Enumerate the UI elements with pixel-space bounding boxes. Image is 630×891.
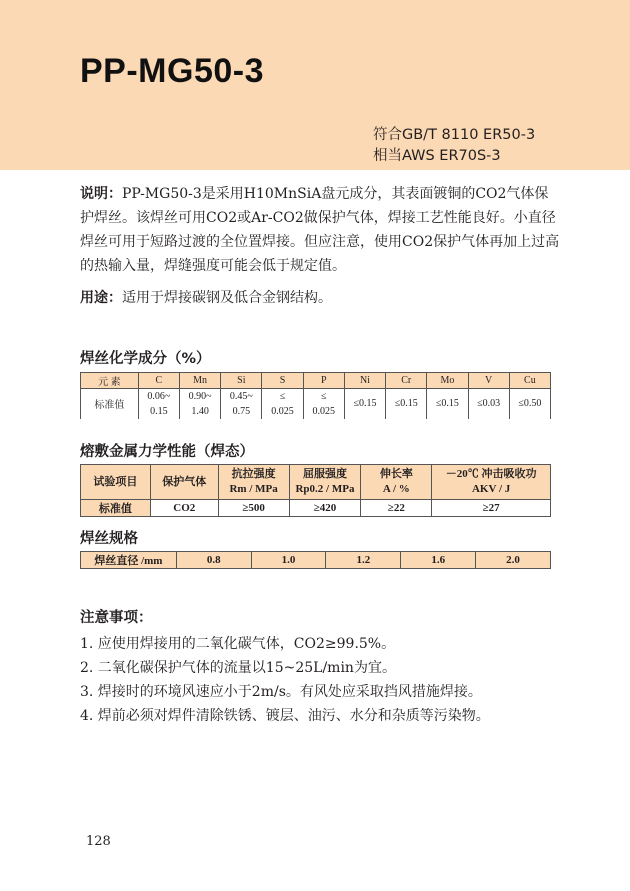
- mech-elongation-value: ≥22: [361, 500, 432, 517]
- standard-value-label: 标准值: [81, 389, 139, 419]
- value-p-max: 0.025: [303, 404, 344, 419]
- diameter-0-8: 0.8: [176, 552, 251, 569]
- element-cr: Cr: [386, 373, 427, 389]
- value-p-sign: ≤: [303, 389, 344, 404]
- shield-gas-header: 保护气体: [150, 465, 218, 500]
- diameter-1-0: 1.0: [251, 552, 326, 569]
- element-c: C: [138, 373, 179, 389]
- chemistry-header-row: [81, 373, 551, 389]
- impact-unit: AKV / J: [471, 483, 511, 495]
- test-item-header: 试验项目: [81, 465, 151, 500]
- usage-label: 用途：: [80, 290, 122, 306]
- spec-table: [80, 551, 551, 569]
- value-s-sign: ≤: [262, 389, 303, 404]
- value-s-max: 0.025: [262, 404, 303, 419]
- diameter-label: 焊丝直径 /mm: [81, 552, 177, 569]
- standard-aws: 相当AWS ER70S-3: [373, 148, 501, 164]
- chemistry-value-row: [81, 389, 551, 404]
- usage: [80, 286, 560, 310]
- elongation-header: [361, 465, 432, 500]
- element-mn: Mn: [180, 373, 221, 389]
- note-item: 4. 焊前必须对焊件清除铁锈、镀层、油污、水分和杂质等污染物。: [80, 708, 490, 724]
- impact-header: [432, 465, 551, 500]
- chemistry-heading: 焊丝化学成分（%）: [80, 351, 211, 367]
- yield-unit: Rp0.2 / MPa: [295, 483, 355, 495]
- diameter-1-2: 1.2: [326, 552, 401, 569]
- diameter-1-6: 1.6: [401, 552, 476, 569]
- value-mn-min: 0.90~: [180, 389, 221, 404]
- product-title: PP-MG50-3: [80, 52, 264, 90]
- value-cu: ≤0.50: [509, 389, 550, 419]
- value-v: ≤0.03: [468, 389, 509, 419]
- mech-impact-value: ≥27: [432, 500, 551, 517]
- element-cu: Cu: [509, 373, 550, 389]
- yield-header: [289, 465, 361, 500]
- mechanical-header-row: [81, 465, 551, 500]
- value-cr: ≤0.15: [386, 389, 427, 419]
- value-si-max: 0.75: [221, 404, 262, 419]
- mech-yield-value: ≥420: [289, 500, 361, 517]
- notes-list: [80, 632, 490, 728]
- elongation-label: 伸长率: [379, 468, 413, 480]
- mechanical-heading: 熔敷金属力学性能（焊态）: [80, 444, 254, 460]
- standard-gb: 符合GB/T 8110 ER50-3: [373, 127, 536, 143]
- element-mo: Mo: [427, 373, 468, 389]
- value-c-max: 0.15: [138, 404, 179, 419]
- spec-row: [81, 552, 551, 569]
- value-c-min: 0.06~: [138, 389, 179, 404]
- tensile-label: 抗拉强度: [231, 468, 276, 480]
- tensile-header: [218, 465, 289, 500]
- value-ni: ≤0.15: [344, 389, 385, 419]
- spec-heading: 焊丝规格: [80, 531, 138, 547]
- value-mn-max: 1.40: [180, 404, 221, 419]
- diameter-2-0: 2.0: [476, 552, 551, 569]
- usage-text: 适用于焊接碳钢及低合金钢结构。: [122, 290, 332, 306]
- tensile-unit: Rm / MPa: [229, 483, 278, 495]
- note-item: 2. 二氧化碳保护气体的流量以15~25L/min为宜。: [80, 660, 396, 676]
- note-item: 1. 应使用焊接用的二氧化碳气体，CO2≥99.5%。: [80, 636, 396, 652]
- element-p: P: [303, 373, 344, 389]
- notes-title: 注意事项：: [80, 610, 153, 626]
- mechanical-table: [80, 464, 551, 517]
- mech-gas-value: CO2: [150, 500, 218, 517]
- elongation-unit: A / %: [382, 483, 410, 495]
- element-s: S: [262, 373, 303, 389]
- header-banner: [0, 0, 630, 170]
- note-item: 3. 焊接时的环境风速应小于2m/s。有风处应采取挡风措施焊接。: [80, 684, 482, 700]
- description-text: PP-MG50-3是采用H10MnSiA盘元成分，其表面镀铜的CO2气体保护焊丝。该焊丝可用CO2或Ar-CO2做保护气体，焊接工艺性能良好。小直径焊丝可用于短路过渡的全位置焊接。但应注意，使用CO2保护气体再加上过高的热输入量，焊缝强度可能会低于规定值。: [80, 186, 560, 274]
- mech-tensile-value: ≥500: [218, 500, 289, 517]
- element-header: 元 素: [81, 373, 139, 389]
- element-si: Si: [221, 373, 262, 389]
- mech-standard-label: 标准值: [81, 500, 151, 517]
- element-ni: Ni: [344, 373, 385, 389]
- yield-label: 屈服强度: [302, 468, 347, 480]
- description-label: 说明：: [80, 186, 122, 202]
- impact-label: －20℃ 冲击吸收功: [445, 468, 537, 480]
- value-mo: ≤0.15: [427, 389, 468, 419]
- page-number: 128: [86, 834, 111, 849]
- mechanical-value-row: [81, 500, 551, 517]
- value-si-min: 0.45~: [221, 389, 262, 404]
- chemistry-table: [80, 372, 551, 419]
- element-v: V: [468, 373, 509, 389]
- description: [80, 182, 560, 278]
